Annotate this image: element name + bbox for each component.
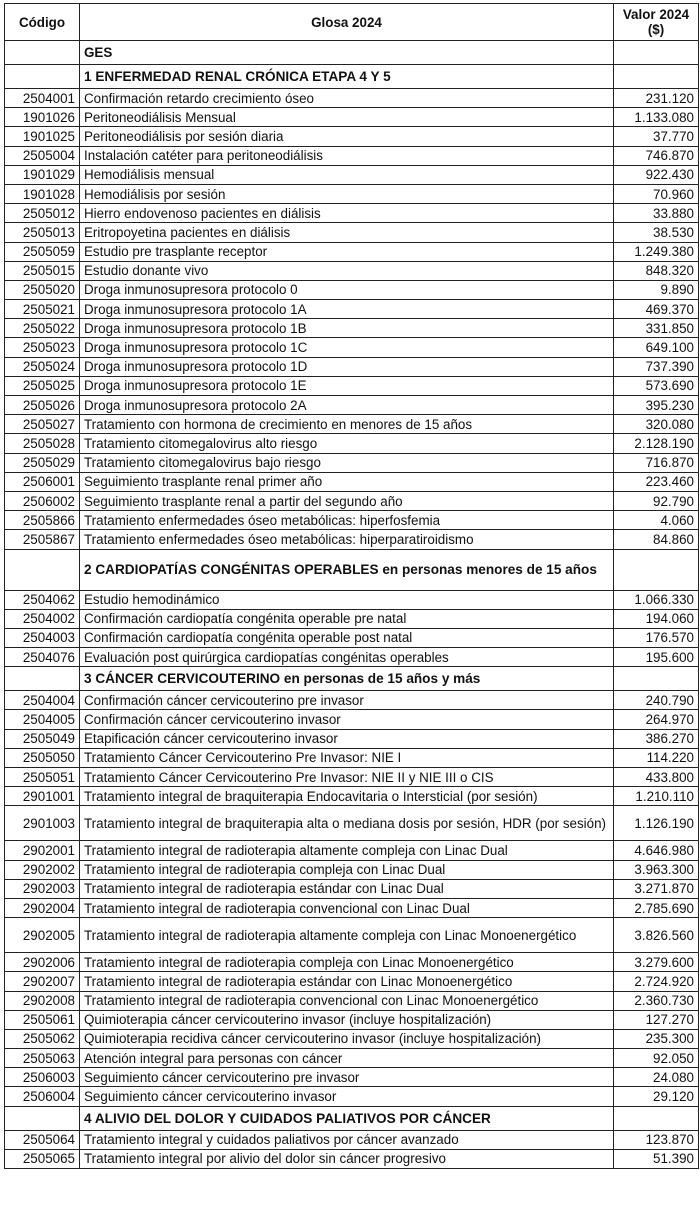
table-row — [5, 261, 699, 280]
row-glosa: Tratamiento enfermedades óseo metabólicas: hiperparatiroidismo — [80, 530, 614, 549]
row-code: 2902001 — [5, 841, 80, 860]
row-glosa: Droga inmunosupresora protocolo 0 — [80, 280, 614, 299]
table-row — [5, 89, 699, 108]
table-row — [5, 127, 699, 146]
row-glosa: Hemodiálisis mensual — [80, 165, 614, 184]
section-header-row — [5, 1106, 699, 1130]
row-glosa: Droga inmunosupresora protocolo 1C — [80, 338, 614, 357]
row-code: 2504001 — [5, 89, 80, 108]
header-valor-line2: ($) — [647, 22, 665, 37]
table-row — [5, 691, 699, 710]
table-row — [5, 609, 699, 628]
row-glosa: Confirmación cáncer cervicouterino invasor — [80, 710, 614, 729]
section-valor-cell — [614, 549, 699, 590]
row-glosa: Hemodiálisis por sesión — [80, 184, 614, 203]
row-valor: 9.890 — [614, 280, 699, 299]
ges-code-cell — [5, 41, 80, 65]
row-valor: 1.133.080 — [614, 108, 699, 127]
row-code: 2505013 — [5, 223, 80, 242]
row-glosa: Estudio hemodinámico — [80, 590, 614, 609]
table-row — [5, 453, 699, 472]
row-valor: 114.220 — [614, 748, 699, 767]
row-glosa: Atención integral para personas con cáncer — [80, 1049, 614, 1068]
row-glosa: Droga inmunosupresora protocolo 1B — [80, 319, 614, 338]
row-valor: 848.320 — [614, 261, 699, 280]
section-title — [80, 549, 614, 590]
row-glosa: Tratamiento integral de radioterapia altamente compleja con Linac Monoenergético — [80, 918, 614, 953]
table-row — [5, 338, 699, 357]
row-code: 2505012 — [5, 204, 80, 223]
table-row — [5, 242, 699, 261]
row-valor: 38.530 — [614, 223, 699, 242]
row-code: 2505004 — [5, 146, 80, 165]
row-glosa: Tratamiento integral de braquiterapia alta o mediana dosis por sesión, HDR (por sesión) — [80, 806, 614, 841]
row-valor: 235.300 — [614, 1029, 699, 1048]
row-valor: 51.390 — [614, 1149, 699, 1168]
row-valor: 84.860 — [614, 530, 699, 549]
row-glosa: Estudio donante vivo — [80, 261, 614, 280]
section-title: 1 ENFERMEDAD RENAL CRÓNICA ETAPA 4 Y 5 — [80, 65, 614, 89]
row-valor: 127.270 — [614, 1010, 699, 1029]
row-code: 2504005 — [5, 710, 80, 729]
row-valor: 433.800 — [614, 768, 699, 787]
row-code: 2505065 — [5, 1149, 80, 1168]
table-row — [5, 710, 699, 729]
row-valor: 223.460 — [614, 472, 699, 491]
row-glosa: Droga inmunosupresora protocolo 2A — [80, 396, 614, 415]
table-row — [5, 376, 699, 395]
table-row — [5, 223, 699, 242]
section-code-cell — [5, 667, 80, 691]
section-title — [80, 667, 614, 691]
row-code: 2902005 — [5, 918, 80, 953]
row-code: 2506003 — [5, 1068, 80, 1087]
row-valor: 4.060 — [614, 511, 699, 530]
table-row — [5, 991, 699, 1010]
row-code: 2506002 — [5, 491, 80, 510]
section-header-row — [5, 65, 699, 89]
table-row — [5, 1049, 699, 1068]
table-row — [5, 357, 699, 376]
row-valor: 3.271.870 — [614, 879, 699, 898]
table-row — [5, 860, 699, 879]
table-row — [5, 1087, 699, 1106]
row-code: 2505015 — [5, 261, 80, 280]
row-code: 2505049 — [5, 729, 80, 748]
table-row — [5, 648, 699, 667]
header-valor-line1: Valor 2024 — [622, 7, 690, 22]
table-row — [5, 787, 699, 806]
table-row — [5, 530, 699, 549]
table-row — [5, 590, 699, 609]
table-row — [5, 1068, 699, 1087]
row-code: 2506001 — [5, 472, 80, 491]
row-code: 2505026 — [5, 396, 80, 415]
row-glosa: Evaluación post quirúrgica cardiopatías congénitas operables — [80, 648, 614, 667]
row-glosa: Confirmación cardiopatía congénita operable post natal — [80, 628, 614, 647]
row-code: 2504004 — [5, 691, 80, 710]
ges-label: GES — [80, 41, 614, 65]
row-code: 2505021 — [5, 300, 80, 319]
row-glosa: Tratamiento Cáncer Cervicouterino Pre Invasor: NIE I — [80, 748, 614, 767]
ges-row — [5, 41, 699, 65]
row-code: 1901026 — [5, 108, 80, 127]
row-code: 2505866 — [5, 511, 80, 530]
row-code: 2505063 — [5, 1049, 80, 1068]
row-glosa: Tratamiento enfermedades óseo metabólicas: hiperfosfemia — [80, 511, 614, 530]
row-code: 2505059 — [5, 242, 80, 261]
row-glosa: Tratamiento integral de radioterapia compleja con Linac Monoenergético — [80, 953, 614, 972]
section-valor-cell — [614, 65, 699, 89]
row-code: 2901001 — [5, 787, 80, 806]
table-row — [5, 108, 699, 127]
ges-valor-cell — [614, 41, 699, 65]
table-row — [5, 146, 699, 165]
row-glosa: Etapificación cáncer cervicouterino invasor — [80, 729, 614, 748]
table-row — [5, 396, 699, 415]
row-code: 2505024 — [5, 357, 80, 376]
row-code: 2902002 — [5, 860, 80, 879]
row-valor: 1.066.330 — [614, 590, 699, 609]
row-glosa: Droga inmunosupresora protocolo 1D — [80, 357, 614, 376]
table-row — [5, 748, 699, 767]
row-code: 2902004 — [5, 898, 80, 917]
table-row — [5, 1010, 699, 1029]
section-title: 4 ALIVIO DEL DOLOR Y CUIDADOS PALIATIVOS POR CÁNCER — [80, 1106, 614, 1130]
table-row — [5, 300, 699, 319]
table-row — [5, 1029, 699, 1048]
row-valor: 195.600 — [614, 648, 699, 667]
row-valor: 123.870 — [614, 1130, 699, 1149]
row-glosa: Instalación catéter para peritoneodiálisis — [80, 146, 614, 165]
section-code-cell — [5, 549, 80, 590]
table-row — [5, 434, 699, 453]
row-code: 1901029 — [5, 165, 80, 184]
row-valor: 3.826.560 — [614, 918, 699, 953]
row-glosa: Eritropoyetina pacientes en diálisis — [80, 223, 614, 242]
table-row — [5, 1149, 699, 1168]
section-code-cell — [5, 65, 80, 89]
section-valor-cell — [614, 1106, 699, 1130]
section-code-cell — [5, 1106, 80, 1130]
table-row — [5, 628, 699, 647]
row-glosa: Tratamiento integral de radioterapia convencional con Linac Dual — [80, 898, 614, 917]
section-title-main: 2 CARDIOPATÍAS CONGÉNITAS OPERABLES — [84, 562, 379, 577]
header-glosa: Glosa 2024 — [80, 4, 614, 41]
table-row — [5, 184, 699, 203]
row-valor: 716.870 — [614, 453, 699, 472]
row-valor: 737.390 — [614, 357, 699, 376]
row-code: 2505867 — [5, 530, 80, 549]
row-code: 2505028 — [5, 434, 80, 453]
row-code: 1901028 — [5, 184, 80, 203]
row-code: 2505050 — [5, 748, 80, 767]
table-row — [5, 898, 699, 917]
row-valor: 1.126.190 — [614, 806, 699, 841]
row-valor: 92.050 — [614, 1049, 699, 1068]
row-code: 1901025 — [5, 127, 80, 146]
header-valor — [614, 4, 699, 41]
row-valor: 649.100 — [614, 338, 699, 357]
row-code: 2506004 — [5, 1087, 80, 1106]
row-code: 2505051 — [5, 768, 80, 787]
row-valor: 231.120 — [614, 89, 699, 108]
row-glosa: Tratamiento Cáncer Cervicouterino Pre Invasor: NIE II y NIE III o CIS — [80, 768, 614, 787]
row-glosa: Tratamiento integral de braquiterapia Endocavitaria o Intersticial (por sesión) — [80, 787, 614, 806]
glosa-table — [4, 3, 699, 1169]
row-code: 2505062 — [5, 1029, 80, 1048]
row-valor: 320.080 — [614, 415, 699, 434]
row-valor: 2.785.690 — [614, 898, 699, 917]
header-code: Código — [5, 4, 80, 41]
section-header-row — [5, 667, 699, 691]
row-glosa: Seguimiento trasplante renal primer año — [80, 472, 614, 491]
row-glosa: Peritoneodiálisis Mensual — [80, 108, 614, 127]
row-code: 2505023 — [5, 338, 80, 357]
row-valor: 2.128.190 — [614, 434, 699, 453]
row-valor: 29.120 — [614, 1087, 699, 1106]
row-code: 2505027 — [5, 415, 80, 434]
table-row — [5, 841, 699, 860]
table-row — [5, 879, 699, 898]
row-glosa: Quimioterapia recidiva cáncer cervicouterino invasor (incluye hospitalización) — [80, 1029, 614, 1048]
section-valor-cell — [614, 667, 699, 691]
row-glosa: Quimioterapia cáncer cervicouterino invasor (incluye hospitalización) — [80, 1010, 614, 1029]
table-body — [5, 41, 699, 1169]
row-valor: 1.210.110 — [614, 787, 699, 806]
row-code: 2504003 — [5, 628, 80, 647]
row-valor: 746.870 — [614, 146, 699, 165]
table-row — [5, 491, 699, 510]
row-glosa: Confirmación cardiopatía congénita operable pre natal — [80, 609, 614, 628]
row-glosa: Hierro endovenoso pacientes en diálisis — [80, 204, 614, 223]
table-row — [5, 1130, 699, 1149]
row-code: 2902006 — [5, 953, 80, 972]
row-glosa: Seguimiento cáncer cervicouterino invasor — [80, 1087, 614, 1106]
row-code: 2504002 — [5, 609, 80, 628]
row-glosa: Tratamiento integral de radioterapia estándar con Linac Monoenergético — [80, 972, 614, 991]
row-valor: 469.370 — [614, 300, 699, 319]
row-code: 2902008 — [5, 991, 80, 1010]
table-row — [5, 972, 699, 991]
row-glosa: Tratamiento citomegalovirus bajo riesgo — [80, 453, 614, 472]
row-code: 2505022 — [5, 319, 80, 338]
row-code: 2505061 — [5, 1010, 80, 1029]
row-valor: 4.646.980 — [614, 841, 699, 860]
row-valor: 92.790 — [614, 491, 699, 510]
row-valor: 264.970 — [614, 710, 699, 729]
row-valor: 2.724.920 — [614, 972, 699, 991]
row-glosa: Tratamiento integral de radioterapia altamente compleja con Linac Dual — [80, 841, 614, 860]
row-glosa: Estudio pre trasplante receptor — [80, 242, 614, 261]
row-code: 2505020 — [5, 280, 80, 299]
row-glosa: Seguimiento cáncer cervicouterino pre invasor — [80, 1068, 614, 1087]
row-code: 2901003 — [5, 806, 80, 841]
row-valor: 24.080 — [614, 1068, 699, 1087]
header-row — [5, 4, 699, 41]
row-glosa: Confirmación cáncer cervicouterino pre invasor — [80, 691, 614, 710]
row-code: 2902003 — [5, 879, 80, 898]
table-row — [5, 165, 699, 184]
row-glosa: Tratamiento integral de radioterapia estándar con Linac Dual — [80, 879, 614, 898]
row-code: 2504062 — [5, 590, 80, 609]
row-glosa: Peritoneodiálisis por sesión diaria — [80, 127, 614, 146]
row-valor: 922.430 — [614, 165, 699, 184]
row-valor: 194.060 — [614, 609, 699, 628]
table-row — [5, 472, 699, 491]
row-glosa: Tratamiento integral y cuidados paliativos por cáncer avanzado — [80, 1130, 614, 1149]
row-glosa: Tratamiento citomegalovirus alto riesgo — [80, 434, 614, 453]
table-row — [5, 319, 699, 338]
row-valor: 1.249.380 — [614, 242, 699, 261]
table-row — [5, 280, 699, 299]
row-valor: 386.270 — [614, 729, 699, 748]
section-title-qualifier: en personas menores de 15 años — [378, 562, 597, 577]
row-glosa: Tratamiento integral por alivio del dolor sin cáncer progresivo — [80, 1149, 614, 1168]
row-valor: 3.963.300 — [614, 860, 699, 879]
row-valor: 176.570 — [614, 628, 699, 647]
row-glosa: Tratamiento con hormona de crecimiento en menores de 15 años — [80, 415, 614, 434]
row-valor: 395.230 — [614, 396, 699, 415]
row-glosa: Confirmación retardo crecimiento óseo — [80, 89, 614, 108]
row-valor: 33.880 — [614, 204, 699, 223]
row-glosa: Droga inmunosupresora protocolo 1E — [80, 376, 614, 395]
row-code: 2902007 — [5, 972, 80, 991]
row-valor: 2.360.730 — [614, 991, 699, 1010]
table-row — [5, 729, 699, 748]
row-valor: 240.790 — [614, 691, 699, 710]
table-row — [5, 204, 699, 223]
row-glosa: Seguimiento trasplante renal a partir del segundo año — [80, 491, 614, 510]
row-valor: 70.960 — [614, 184, 699, 203]
section-title-qualifier: en personas de 15 años y más — [280, 671, 481, 687]
row-code: 2505025 — [5, 376, 80, 395]
row-valor: 37.770 — [614, 127, 699, 146]
table-row — [5, 511, 699, 530]
section-title-main: 3 CÁNCER CERVICOUTERINO — [84, 671, 281, 687]
row-glosa: Tratamiento integral de radioterapia compleja con Linac Dual — [80, 860, 614, 879]
table-row — [5, 953, 699, 972]
row-glosa: Droga inmunosupresora protocolo 1A — [80, 300, 614, 319]
row-valor: 3.279.600 — [614, 953, 699, 972]
row-code: 2505064 — [5, 1130, 80, 1149]
row-valor: 331.850 — [614, 319, 699, 338]
row-glosa: Tratamiento integral de radioterapia convencional con Linac Monoenergético — [80, 991, 614, 1010]
table-row — [5, 806, 699, 841]
row-code: 2505029 — [5, 453, 80, 472]
row-valor: 573.690 — [614, 376, 699, 395]
row-code: 2504076 — [5, 648, 80, 667]
table-row — [5, 415, 699, 434]
table-row — [5, 768, 699, 787]
section-header-row — [5, 549, 699, 590]
table-row — [5, 918, 699, 953]
